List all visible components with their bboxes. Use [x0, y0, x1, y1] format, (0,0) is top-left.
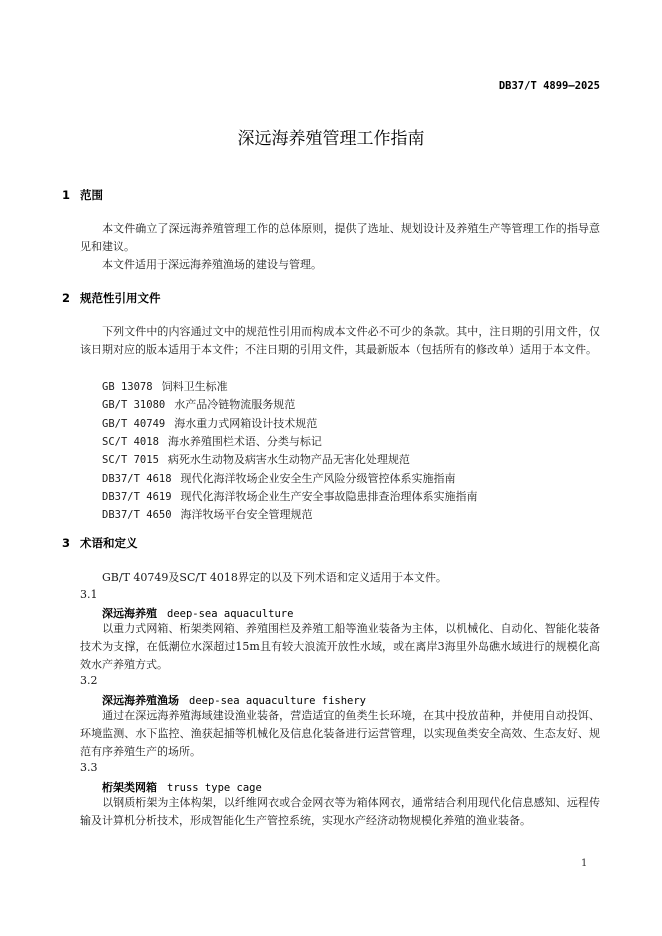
section-number: 1	[62, 188, 71, 202]
term-english: deep-sea aquaculture fishery	[189, 695, 367, 707]
reference-code: DB37/T 4618	[102, 472, 172, 485]
term-number: 3.1	[80, 588, 98, 601]
paragraph	[80, 569, 600, 587]
paragraph	[80, 323, 600, 359]
reference-title: 水产品冷链物流服务规范	[174, 398, 296, 412]
section-heading-2	[62, 290, 161, 306]
section-title: 术语和定义	[80, 536, 138, 550]
reference-item	[102, 470, 456, 488]
definition-text: 以重力式网箱、桁架类网箱、养殖围栏及养殖工船等渔业装备为主体，以机械化、自动化、智能化装备技术为支撑，在低潮位水深超过15m且有较大浪流开放性水域，或在离岸3海里外岛礁水域进行的规模化高效水产养殖方式。	[80, 622, 600, 671]
section-heading-1	[62, 187, 103, 203]
term-english: truss type cage	[167, 782, 262, 794]
reference-item	[102, 415, 317, 433]
section-title: 规范性引用文件	[80, 291, 161, 305]
definition-text: 通过在深远海养殖海域建设渔业装备，营造适宜的鱼类生长环境，在其中投放苗种，并使用自动投饵、环境监测、水下监控、渔获起捕等机械化及信息化装备进行运营管理，以实现鱼类安全高效、生态友好、规范有序养殖生产的场所。	[80, 709, 600, 758]
term-chinese: 桁架类网箱	[102, 781, 157, 794]
reference-code: GB 13078	[102, 381, 153, 393]
term-definition	[80, 620, 600, 674]
reference-title: 饲料卫生标准	[161, 380, 228, 393]
reference-code: GB/T 40749	[102, 417, 166, 430]
paragraph-text: GB/T 40749及SC/T 4018界定的以及下列术语和定义适用于本文件。	[102, 571, 447, 584]
reference-title: 海洋牧场平台安全管理规范	[180, 508, 313, 522]
term-chinese: 深远海养殖渔场	[102, 694, 179, 707]
term-heading	[102, 602, 293, 621]
section-title: 范围	[80, 188, 103, 202]
term-heading	[102, 689, 366, 708]
reference-title: 病死水生动物及病害水生动物产品无害化处理规范	[167, 453, 410, 467]
paragraph	[80, 256, 600, 274]
standard-number: DB37/T 4899—2025	[498, 80, 600, 92]
paragraph-text: 本文件确立了深远海养殖管理工作的总体原则，提供了选址、规划设计及养殖生产等管理工作的指导意见和建议。	[80, 222, 600, 253]
reference-item	[102, 488, 478, 506]
reference-item	[102, 433, 322, 451]
term-number: 3.2	[80, 674, 98, 687]
section-heading-3	[62, 535, 138, 551]
reference-title: 现代化海洋牧场企业生产安全事故隐患排查治理体系实施指南	[180, 489, 478, 503]
reference-code: DB37/T 4650	[102, 509, 172, 522]
term-chinese: 深远海养殖	[102, 607, 157, 620]
reference-title: 海水养殖围栏术语、分类与标记	[167, 434, 322, 448]
reference-code: GB/T 31080	[102, 399, 166, 412]
section-number: 2	[62, 291, 71, 305]
reference-code: SC/T 4018	[102, 435, 159, 448]
reference-code: SC/T 7015	[102, 454, 159, 467]
term-definition	[80, 707, 600, 761]
term-heading	[102, 776, 262, 795]
paragraph	[80, 220, 600, 256]
reference-title: 海水重力式网箱设计技术规范	[174, 416, 318, 430]
reference-title: 现代化海洋牧场企业安全生产风险分级管控体系实施指南	[180, 471, 456, 485]
term-number: 3.3	[80, 761, 98, 774]
reference-item	[102, 451, 410, 469]
document-title: 深远海养殖管理工作指南	[237, 129, 425, 149]
paragraph-text: 本文件适用于深远海养殖渔场的建设与管理。	[102, 258, 322, 271]
reference-item	[102, 396, 295, 414]
paragraph-text: 下列文件中的内容通过文中的规范性引用而构成本文件必不可少的条款。其中，注日期的引用文件，仅该日期对应的版本适用于本文件；不注日期的引用文件，其最新版本（包括所有的修改单）适用于本文件。	[80, 325, 600, 356]
page-number: 1	[581, 858, 588, 869]
section-number: 3	[62, 536, 71, 550]
reference-item	[102, 506, 313, 524]
reference-item	[102, 378, 228, 396]
definition-text: 以钢质桁架为主体构架，以纤维网衣或合金网衣等为箱体网衣，通常结合利用现代化信息感知、远程传输及计算机分析技术，形成智能化生产管控系统，实现水产经济动物规模化养殖的渔业装备。	[80, 796, 600, 827]
term-definition	[80, 794, 600, 830]
term-english: deep-sea aquaculture	[167, 608, 294, 620]
reference-code: DB37/T 4619	[102, 490, 172, 503]
